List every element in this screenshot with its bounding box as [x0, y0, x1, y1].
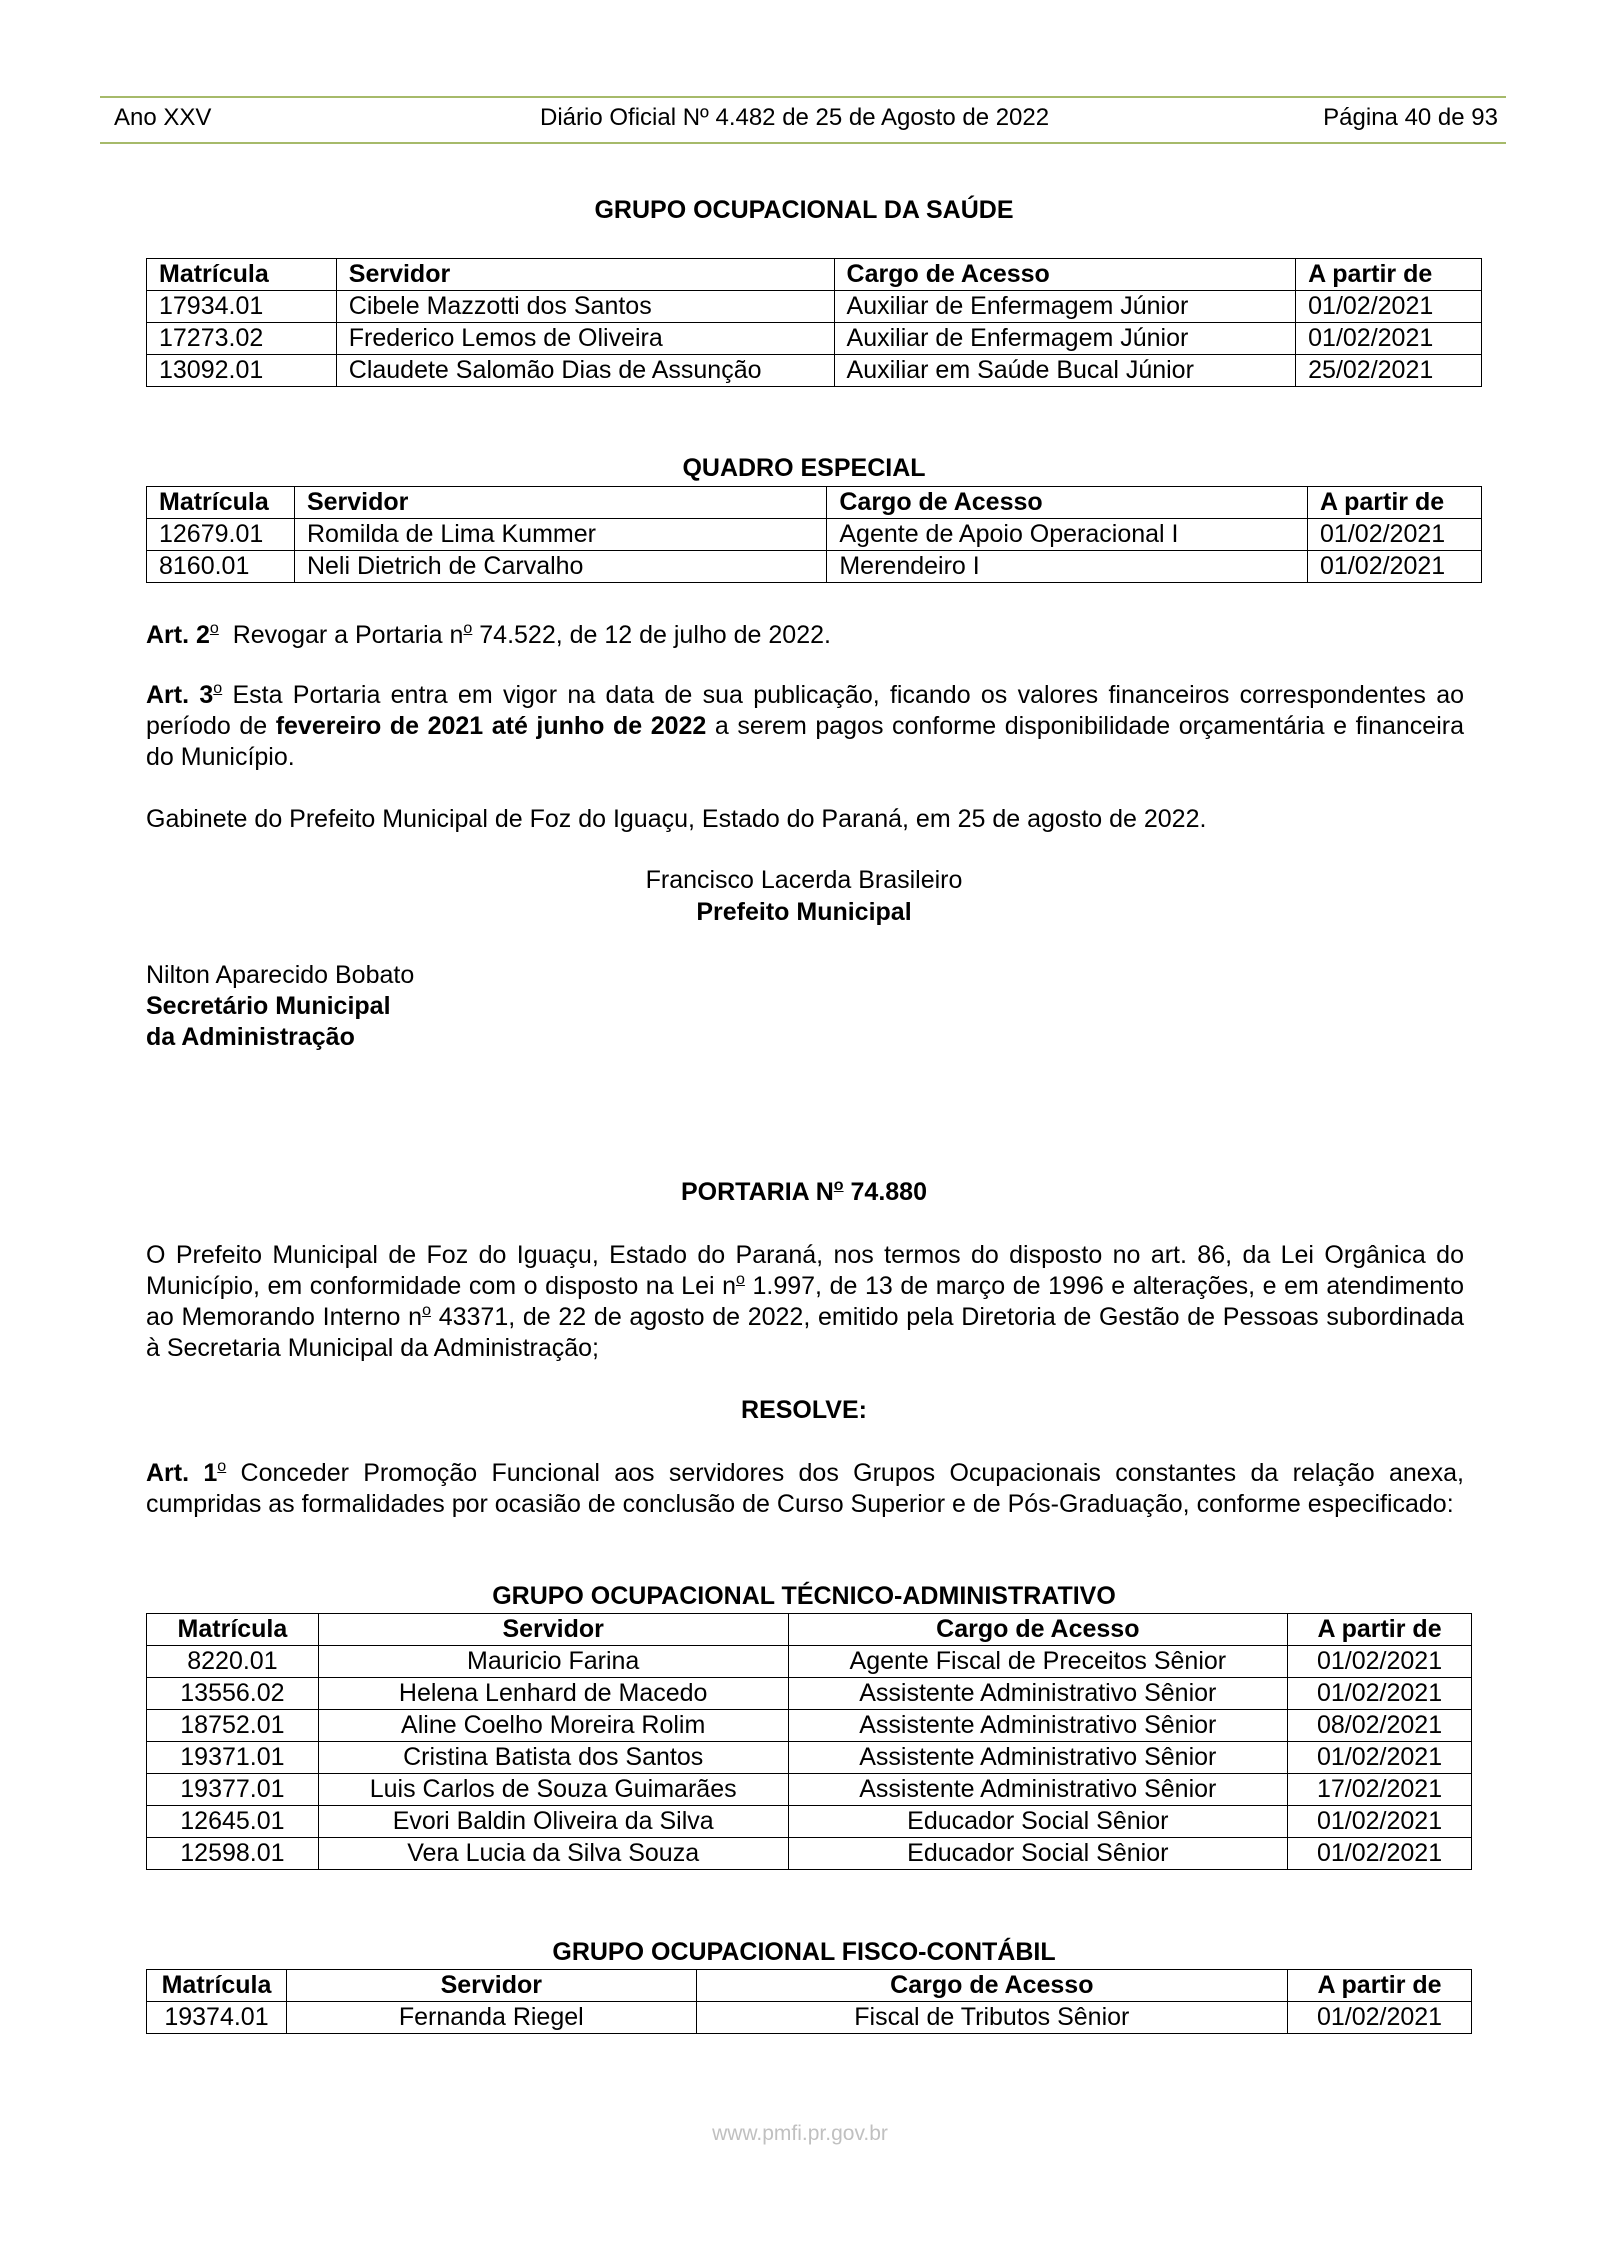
cell-matricula: 12645.01 [147, 1806, 319, 1838]
col-data: A partir de [1288, 1614, 1472, 1646]
col-data: A partir de [1308, 487, 1482, 519]
header-issue: Diário Oficial Nº 4.482 de 25 de Agosto de 2022 [540, 104, 1050, 131]
table-header-row [147, 487, 1482, 519]
footer-url[interactable]: www.pmfi.pr.gov.br [712, 2122, 888, 2145]
cell-cargo: Agente de Apoio Operacional I [827, 519, 1308, 551]
table-row [147, 355, 1482, 387]
cell-data: 01/02/2021 [1288, 1678, 1472, 1710]
header-top-rule [100, 96, 1506, 98]
cell-data: 01/02/2021 [1288, 1646, 1472, 1678]
art3-paragraph [146, 680, 1464, 773]
preambulo-c: 43371, de 22 de agosto de 2022, emitido pela Diretoria de Gestão de Pessoas subordinada à Secretaria Municipal da Administração; [146, 1303, 1464, 1362]
cell-matricula: 8160.01 [147, 551, 295, 583]
table-row [147, 1710, 1472, 1742]
portaria-number: 74.880 [850, 1178, 927, 1206]
cell-data: 01/02/2021 [1308, 519, 1482, 551]
cell-cargo: Fiscal de Tributos Sênior [696, 2002, 1287, 2034]
cell-matricula: 19371.01 [147, 1742, 319, 1774]
fisco-table [146, 1969, 1472, 2034]
table-header-row [147, 259, 1482, 291]
cell-cargo: Merendeiro I [827, 551, 1308, 583]
header-page: Página 40 de 93 [1323, 104, 1498, 131]
preambulo-b: 1.997, de 13 de março de 1996 e alterações, e em atendimento ao Memorando Interno n [146, 1272, 1464, 1331]
art2-paragraph [146, 620, 831, 651]
col-servidor: Servidor [318, 1614, 788, 1646]
cell-matricula: 13092.01 [147, 355, 337, 387]
cell-servidor: Vera Lucia da Silva Souza [318, 1838, 788, 1870]
portaria-ordinal: o [833, 1177, 844, 1194]
cell-data: 08/02/2021 [1288, 1710, 1472, 1742]
art2-ordinal-2: o [463, 620, 473, 637]
cell-cargo: Agente Fiscal de Preceitos Sênior [788, 1646, 1288, 1678]
table-row [147, 1742, 1472, 1774]
cell-servidor: Claudete Salomão Dias de Assunção [336, 355, 834, 387]
cell-data: 01/02/2021 [1296, 291, 1482, 323]
preambulo-a: O Prefeito Municipal de Foz do Iguaçu, Estado do Paraná, nos termos do disposto no art. 86, da Lei Orgânica do Município, em conformidade com o disposto na Lei n [146, 1241, 1464, 1300]
art3-label: Art. 3 [146, 681, 214, 709]
cell-data: 01/02/2021 [1288, 1838, 1472, 1870]
resolve-heading: RESOLVE: [741, 1396, 867, 1424]
col-servidor: Servidor [286, 1970, 696, 2002]
cell-data: 01/02/2021 [1288, 2002, 1472, 2034]
table-row [147, 551, 1482, 583]
col-data: A partir de [1296, 259, 1482, 291]
cell-matricula: 8220.01 [147, 1646, 319, 1678]
cell-servidor: Cibele Mazzotti dos Santos [336, 291, 834, 323]
preambulo-ordinal-2: o [422, 1302, 431, 1319]
cell-cargo: Assistente Administrativo Sênior [788, 1678, 1288, 1710]
cell-matricula: 19377.01 [147, 1774, 319, 1806]
secretario-name: Nilton Aparecido Bobato [146, 961, 415, 989]
header-year: Ano XXV [114, 104, 212, 131]
art2-ordinal: o [209, 620, 219, 637]
art1-ordinal: o [217, 1458, 227, 1475]
col-servidor: Servidor [294, 487, 826, 519]
cell-servidor: Frederico Lemos de Oliveira [336, 323, 834, 355]
gabinete-line: Gabinete do Prefeito Municipal de Foz do Iguaçu, Estado do Paraná, em 25 de agosto de 2022. [146, 805, 1207, 833]
tecnico-table [146, 1613, 1472, 1870]
table-row [147, 519, 1482, 551]
cell-servidor: Helena Lenhard de Macedo [318, 1678, 788, 1710]
col-cargo: Cargo de Acesso [827, 487, 1308, 519]
art2-text: Revogar a Portaria n [232, 621, 464, 649]
art1-text: Conceder Promoção Funcional aos servidores dos Grupos Ocupacionais constantes da relação anexa, cumpridas as formalidades por ocasião de conclusão de Curso Superior e de Pós-Graduação, conforme especificado: [146, 1459, 1465, 1518]
cell-cargo: Auxiliar de Enfermagem Júnior [834, 323, 1296, 355]
table-header-row [147, 1614, 1472, 1646]
quadro-table [146, 486, 1482, 583]
cell-servidor: Mauricio Farina [318, 1646, 788, 1678]
col-data: A partir de [1288, 1970, 1472, 2002]
cell-data: 01/02/2021 [1288, 1806, 1472, 1838]
cell-cargo: Assistente Administrativo Sênior [788, 1710, 1288, 1742]
fisco-title: GRUPO OCUPACIONAL FISCO-CONTÁBIL [552, 1938, 1056, 1966]
cell-matricula: 12598.01 [147, 1838, 319, 1870]
table-row [147, 1646, 1472, 1678]
cell-data: 01/02/2021 [1296, 323, 1482, 355]
table-row [147, 1838, 1472, 1870]
art3-period: fevereiro de 2021 até junho de 2022 [275, 712, 707, 740]
table-row [147, 1774, 1472, 1806]
table-row [147, 291, 1482, 323]
cell-matricula: 17273.02 [147, 323, 337, 355]
cell-cargo: Assistente Administrativo Sênior [788, 1774, 1288, 1806]
col-cargo: Cargo de Acesso [834, 259, 1296, 291]
cell-matricula: 13556.02 [147, 1678, 319, 1710]
cell-servidor: Luis Carlos de Souza Guimarães [318, 1774, 788, 1806]
preambulo-ordinal-1: o [736, 1271, 745, 1288]
col-servidor: Servidor [336, 259, 834, 291]
art1-paragraph [146, 1458, 1464, 1520]
col-cargo: Cargo de Acesso [788, 1614, 1288, 1646]
cell-data: 01/02/2021 [1288, 1742, 1472, 1774]
art2-text-2: 74.522, de 12 de julho de 2022. [479, 621, 831, 649]
col-cargo: Cargo de Acesso [696, 1970, 1287, 2002]
cell-matricula: 12679.01 [147, 519, 295, 551]
cell-servidor: Cristina Batista dos Santos [318, 1742, 788, 1774]
cell-cargo: Educador Social Sênior [788, 1838, 1288, 1870]
preambulo-paragraph [146, 1240, 1464, 1364]
art3-text-a: Esta Portaria entra em vigor na data de sua publicação, ficando os valores financeiros correspondentes ao período de [146, 681, 1465, 740]
cell-servidor: Neli Dietrich de Carvalho [294, 551, 826, 583]
cell-matricula: 17934.01 [147, 291, 337, 323]
saude-table [146, 258, 1482, 387]
cell-servidor: Evori Baldin Oliveira da Silva [318, 1806, 788, 1838]
prefeito-name: Francisco Lacerda Brasileiro [645, 866, 963, 894]
secretario-title-2: da Administração [146, 1023, 355, 1051]
cell-cargo: Auxiliar em Saúde Bucal Júnior [834, 355, 1296, 387]
table-row [147, 1806, 1472, 1838]
col-matricula: Matrícula [147, 259, 337, 291]
secretario-title-1: Secretário Municipal [146, 992, 391, 1020]
saude-title: GRUPO OCUPACIONAL DA SAÚDE [594, 196, 1014, 224]
tecnico-title: GRUPO OCUPACIONAL TÉCNICO-ADMINISTRATIVO [492, 1582, 1116, 1610]
cell-data: 17/02/2021 [1288, 1774, 1472, 1806]
col-matricula: Matrícula [147, 1970, 287, 2002]
portaria-title [146, 1178, 1462, 1207]
table-row [147, 1678, 1472, 1710]
cell-cargo: Educador Social Sênior [788, 1806, 1288, 1838]
header-bottom-rule [100, 142, 1506, 144]
art3-ordinal: o [213, 680, 223, 697]
table-row [147, 323, 1482, 355]
cell-servidor: Romilda de Lima Kummer [294, 519, 826, 551]
cell-cargo: Assistente Administrativo Sênior [788, 1742, 1288, 1774]
prefeito-title: Prefeito Municipal [696, 898, 912, 926]
col-matricula: Matrícula [147, 487, 295, 519]
cell-cargo: Auxiliar de Enfermagem Júnior [834, 291, 1296, 323]
quadro-title: QUADRO ESPECIAL [682, 454, 926, 482]
table-header-row [147, 1970, 1472, 2002]
table-row [147, 2002, 1472, 2034]
cell-servidor: Aline Coelho Moreira Rolim [318, 1710, 788, 1742]
art1-label: Art. 1 [146, 1459, 218, 1487]
cell-data: 01/02/2021 [1308, 551, 1482, 583]
cell-matricula: 18752.01 [147, 1710, 319, 1742]
portaria-label: PORTARIA N [681, 1178, 834, 1206]
col-matricula: Matrícula [147, 1614, 319, 1646]
page-header [114, 104, 1498, 134]
cell-data: 25/02/2021 [1296, 355, 1482, 387]
art2-label: Art. 2 [146, 621, 210, 649]
cell-matricula: 19374.01 [147, 2002, 287, 2034]
cell-servidor: Fernanda Riegel [286, 2002, 696, 2034]
art3-text-b: a serem pagos conforme disponibilidade orçamentária e financeira do Município. [146, 712, 1464, 771]
